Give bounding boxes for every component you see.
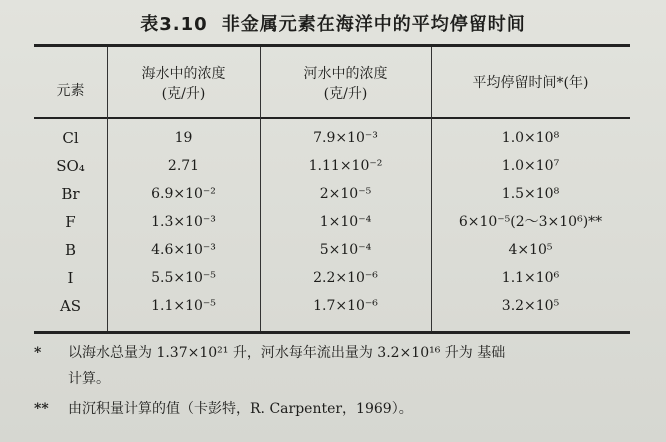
cell-river: 2.2×10⁻⁶ xyxy=(313,270,378,286)
cell-time: 6×10⁻⁵(2～3×10⁶)** xyxy=(458,214,603,230)
cell-seawater: 19 xyxy=(174,130,193,146)
footnote-1-mark: * xyxy=(34,345,42,361)
cell-river: 5×10⁻⁴ xyxy=(319,242,372,258)
table-number: 表3.10 xyxy=(140,14,208,35)
header-river-concentration xyxy=(260,64,431,104)
header-residence-time: 平均停留时间*(年) xyxy=(472,75,589,91)
table-title-text: 非金属元素在海洋中的平均停留时间 xyxy=(221,14,526,35)
cell-seawater: 4.6×10⁻³ xyxy=(151,242,216,258)
cell-seawater: 2.71 xyxy=(167,158,200,174)
cell-time: 4×10⁵ xyxy=(508,242,553,258)
cell-time: 1.5×10⁸ xyxy=(501,186,560,202)
cell-river: 1.7×10⁻⁶ xyxy=(313,298,378,314)
cell-seawater: 5.5×10⁻⁵ xyxy=(151,270,216,286)
header-river-line1: 河水中的浓度 xyxy=(303,66,388,82)
cell-seawater: 6.9×10⁻² xyxy=(151,186,216,202)
cell-river: 2×10⁻⁵ xyxy=(319,186,372,202)
table-row xyxy=(34,180,630,208)
footnote-2-text: 由沉积量计算的值（卡彭特，R. Carpenter，1969）。 xyxy=(68,401,413,417)
cell-element: F xyxy=(65,213,76,231)
footnote-1-continuation: 计算。 xyxy=(68,371,110,387)
table-row xyxy=(34,208,630,236)
cell-seawater: 1.3×10⁻³ xyxy=(151,214,216,230)
bottom-rule xyxy=(34,331,630,334)
header-seawater-concentration xyxy=(107,64,260,104)
top-rule xyxy=(34,44,630,47)
header-rule xyxy=(34,117,630,119)
cell-time: 1.0×10⁸ xyxy=(501,130,560,146)
table-row xyxy=(34,236,630,264)
cell-time: 3.2×10⁵ xyxy=(501,298,560,314)
cell-time: 1.1×10⁶ xyxy=(501,270,560,286)
cell-river: 1.11×10⁻² xyxy=(308,158,383,174)
footnote-2 xyxy=(34,396,634,422)
table-title xyxy=(0,10,666,36)
table-row xyxy=(34,124,630,152)
header-river-line2: (克/升) xyxy=(323,86,368,102)
cell-element: B xyxy=(64,241,77,259)
cell-element: I xyxy=(67,269,74,287)
cell-river: 7.9×10⁻³ xyxy=(313,130,378,146)
header-seawater-line1: 海水中的浓度 xyxy=(141,66,226,82)
cell-element: Cl xyxy=(62,129,79,147)
footnote-1 xyxy=(34,340,634,366)
header-seawater-line2: (克/升) xyxy=(161,86,206,102)
cell-river: 1×10⁻⁴ xyxy=(319,214,372,230)
cell-element: AS xyxy=(59,297,82,315)
header-element: 元素 xyxy=(56,83,85,99)
footnote-1-text: 以海水总量为 1.37×10²¹ 升，河水每年流出量为 3.2×10¹⁶ 升为 基础 xyxy=(68,345,506,361)
cell-seawater: 1.1×10⁻⁵ xyxy=(151,298,216,314)
footnote-2-mark: ** xyxy=(34,401,49,417)
cell-element: Br xyxy=(61,185,80,203)
table-row xyxy=(34,152,630,180)
cell-element: SO₄ xyxy=(56,157,85,175)
table-row xyxy=(34,292,630,320)
table-row xyxy=(34,264,630,292)
cell-time: 1.0×10⁷ xyxy=(501,158,560,174)
